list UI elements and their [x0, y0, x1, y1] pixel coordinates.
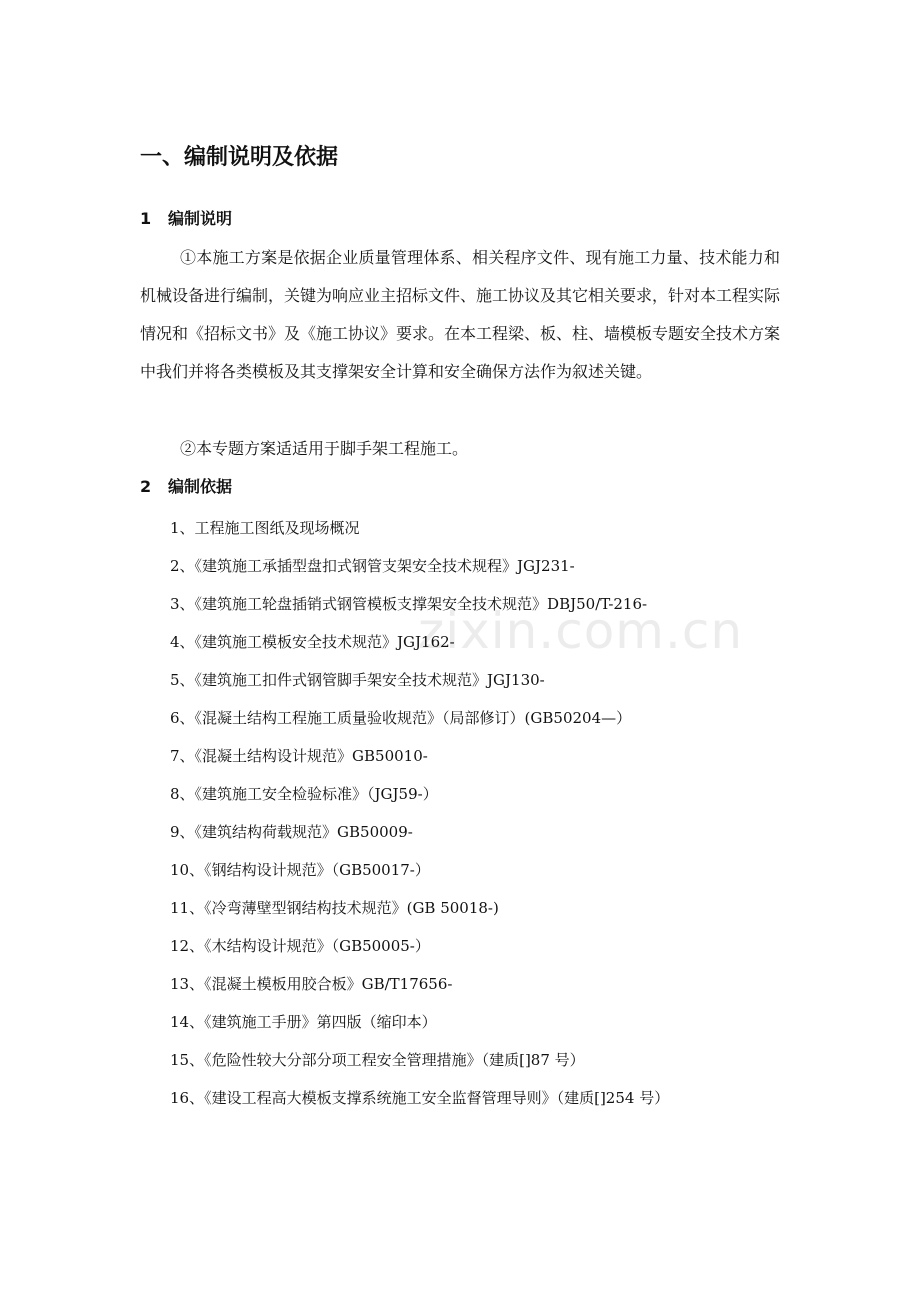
reference-item: 11、《冷弯薄壁型钢结构技术规范》(GB 50018-) — [170, 899, 499, 917]
reference-item: 14、《建筑施工手册》第四版（缩印本） — [170, 1013, 437, 1031]
reference-item: 8、《建筑施工安全检验标准》（JGJ59-） — [170, 785, 438, 803]
paragraph: ①本施工方案是依据企业质量管理体系、相关程序文件、现有施工力量、技术能力和机械设备进行编制，关键为响应业主招标文件、施工协议及其它相关要求，针对本工程实际情况和《招标文书》及《施工协议》要求。在本工程梁、板、柱、墙模板专题安全技术方案中我们并将各类模板及其支撑架安全计算和安全确保方法作为叙述关键。 — [140, 248, 781, 381]
reference-list — [170, 509, 810, 1117]
section-number: 1 — [140, 209, 152, 228]
section-title: 编制说明 — [168, 209, 233, 228]
reference-item: 9、《建筑结构荷载规范》GB50009- — [170, 823, 413, 841]
reference-item: 15、《危险性较大分部分项工程安全管理措施》（建质[]87 号） — [170, 1051, 585, 1069]
reference-item: 5、《建筑施工扣件式钢管脚手架安全技术规范》JGJ130- — [170, 671, 545, 689]
section-number: 2 — [140, 477, 152, 496]
section-2-heading — [140, 475, 232, 499]
reference-item: 6、《混凝土结构工程施工质量验收规范》（局部修订）(GB50204—） — [170, 709, 632, 727]
reference-item: 3、《建筑施工轮盘插销式钢管模板支撑架安全技术规范》DBJ50/T-216- — [170, 595, 648, 613]
reference-item: 7、《混凝土结构设计规范》GB50010- — [170, 747, 428, 765]
reference-item: 13、《混凝土模板用胶合板》GB/T17656- — [170, 975, 453, 993]
reference-item: 10、《钢结构设计规范》（GB50017-） — [170, 861, 430, 879]
paragraph: ②本专题方案适适用于脚手架工程施工。 — [180, 439, 469, 458]
reference-item: 2、《建筑施工承插型盘扣式钢管支架安全技术规程》JGJ231- — [170, 557, 575, 575]
section-1-heading — [140, 207, 232, 231]
watermark: zixin.com.cn — [418, 602, 744, 660]
reference-item: 12、《木结构设计规范》（GB50005-） — [170, 937, 430, 955]
reference-item: 16、《建设工程高大模板支撑系统施工安全监督管理导则》（建质[]254 号） — [170, 1089, 670, 1107]
reference-item: 1、工程施工图纸及现场概况 — [170, 519, 360, 537]
section-title: 编制依据 — [168, 477, 233, 496]
reference-item: 4、《建筑施工模板安全技术规范》JGJ162- — [170, 633, 455, 651]
document-heading: 一、编制说明及依据 — [140, 145, 339, 170]
